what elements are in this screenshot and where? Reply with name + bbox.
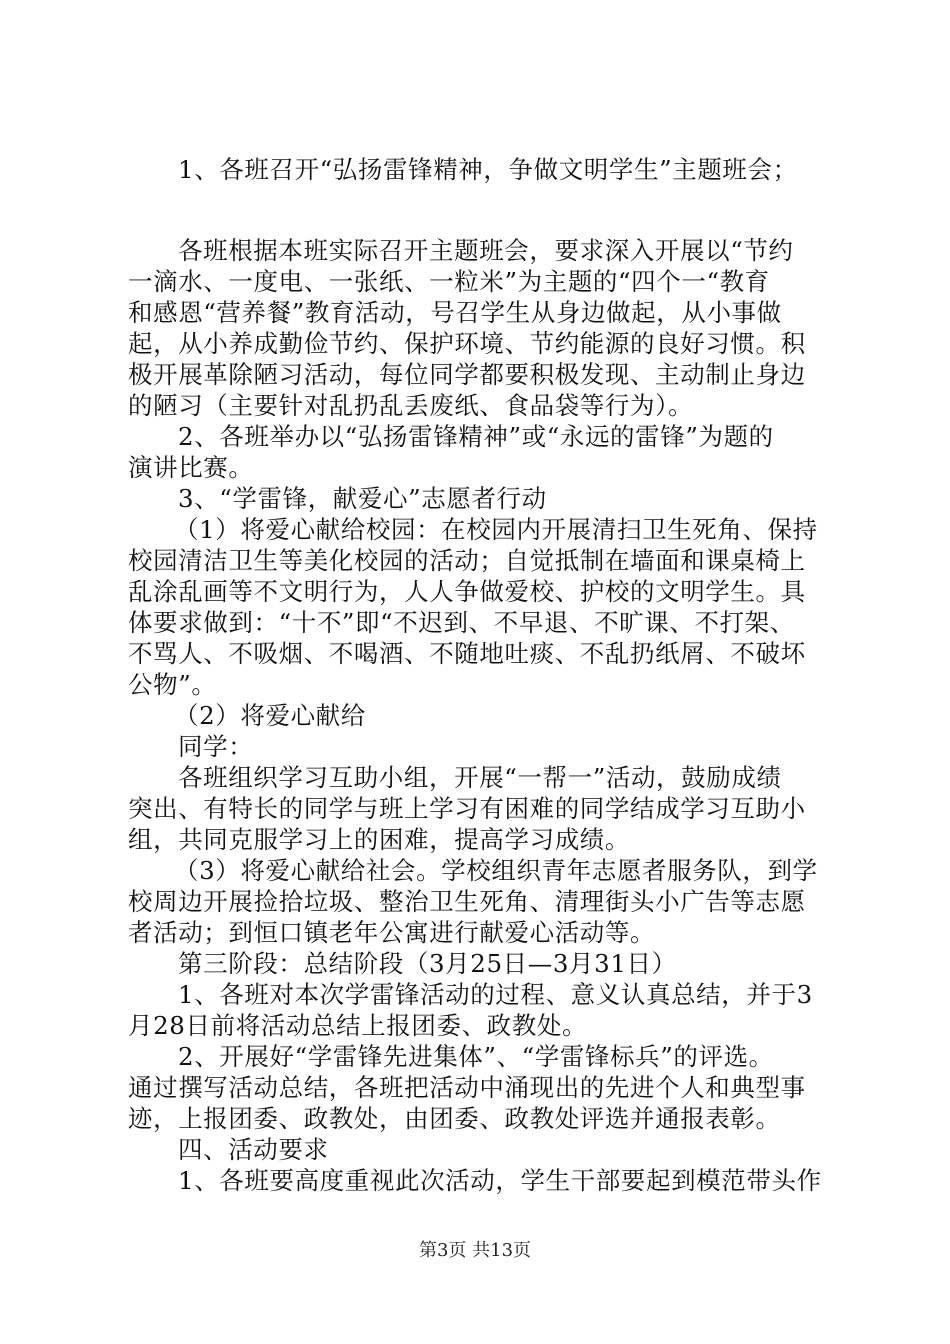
text-line: 不骂人、不吸烟、不喝酒、不随地吐痰、不乱扔纸屑、不破坏: [128, 639, 806, 668]
text-line: （2）将爱心献给: [174, 701, 366, 730]
text-line: 乱涂乱画等不文明行为，人人争做爱校、护校的文明学生。具: [128, 577, 806, 606]
text-line: 者活动；到恒口镇老年公寓进行献爱心活动等。: [128, 918, 656, 947]
text-line: 2、各班举办以“弘扬雷锋精神”或“永远的雷锋”为题的: [178, 422, 774, 451]
text-line: 迹，上报团委、政教处，由团委、政教处评选并通报表彰。: [128, 1104, 781, 1133]
text-line: 的陋习（主要针对乱扔乱丢废纸、食品袋等行为）。: [128, 391, 694, 420]
text-line: 校园清洁卫生等美化校园的活动；自觉抵制在墙面和课桌椅上: [128, 546, 806, 575]
text-line: 同学：: [178, 732, 254, 761]
text-line: （1）将爱心献给校园：在校园内开展清扫卫生死角、保持: [174, 515, 818, 544]
text-line: 校周边开展捡拾垃圾、整治卫生死角、清理街头小广告等志愿: [128, 887, 806, 916]
text-line: 第三阶段：总结阶段（3月25日—3月31日）: [178, 949, 677, 978]
text-line: 一滴水、一度电、一张纸、一粒米”为主题的“四个一“教育: [128, 267, 770, 296]
text-line: 突出、有特长的同学与班上学习有困难的同学结成学习互助小: [128, 794, 806, 823]
text-line: 公物”。: [128, 670, 217, 699]
text-line: 四、活动要求: [178, 1135, 329, 1164]
text-line: （3）将爱心献给社会。学校组织青年志愿者服务队，到学: [174, 856, 818, 885]
text-line: 2、开展好“学雷锋先进集体”、“学雷锋标兵”的评选。: [178, 1042, 774, 1071]
text-line: 组，共同克服学习上的困难，提高学习成绩。: [128, 825, 630, 854]
text-line: 起，从小养成勤俭节约、保护环境、节约能源的良好习惯。积: [128, 329, 806, 358]
text-line: 月28日前将活动总结上报团委、政教处。: [128, 1011, 588, 1040]
text-line: 各班根据本班实际召开主题班会，要求深入开展以“节约: [178, 236, 794, 265]
text-line: 和感恩“营养餐”教育活动，号召学生从身边做起，从小事做: [128, 298, 782, 327]
text-line: 1、各班召开“弘扬雷锋精神，争做文明学生”主题班会；: [178, 155, 798, 184]
text-line: 体要求做到：“十不”即“不迟到、不早退、不旷课、不打架、: [128, 608, 795, 637]
text-line: 通过撰写活动总结，各班把活动中涌现出的先进个人和典型事: [128, 1073, 806, 1102]
text-line: 1、各班对本次学雷锋活动的过程、意义认真总结，并于3: [178, 980, 813, 1009]
page-footer: 第3页 共13页: [418, 1240, 532, 1261]
text-line: 各班组织学习互助小组，开展“一帮一”活动，鼓励成绩: [178, 763, 782, 792]
text-line: 演讲比赛。: [128, 453, 254, 482]
text-line: 1、各班要高度重视此次活动，学生干部要起到模范带头作: [178, 1166, 822, 1195]
text-line: 极开展革除陋习活动，每位同学都要积极发现、主动制止身边: [128, 360, 806, 389]
text-line: 3、“学雷锋，献爱心”志愿者行动: [178, 484, 547, 513]
